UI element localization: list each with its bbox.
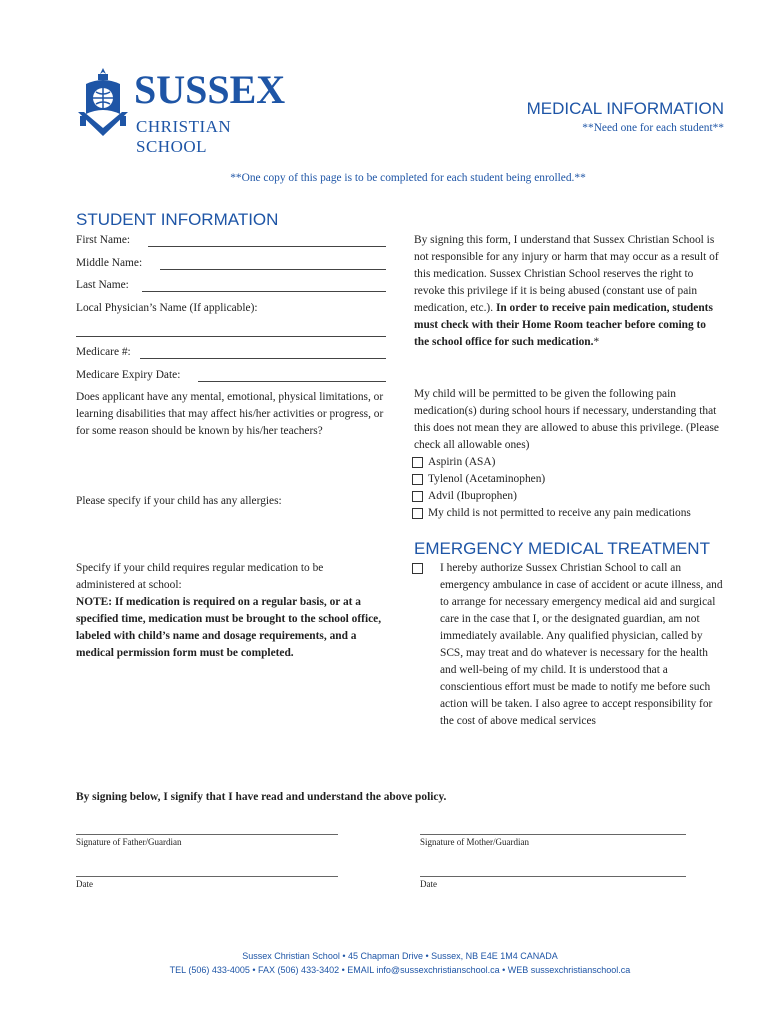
- disabilities-question: Does applicant have any mental, emotional, physical limitations, or learning disabilities that may affect his/her activities or progress, or for some reason should be known by his/her teachers?: [76, 391, 384, 437]
- middle-name-label: Middle Name:: [76, 257, 143, 269]
- footer-address: Sussex Christian School • 45 Chapman Drive • Sussex, NB E4E 1M4 CANADA: [242, 951, 558, 961]
- page-subtitle: **Need one for each student**: [582, 122, 724, 134]
- emergency-consent-checkbox[interactable]: [412, 563, 423, 574]
- logo-emblem-icon: [76, 66, 130, 144]
- option-none[interactable]: [412, 505, 691, 522]
- logo-name: SUSSEX: [134, 67, 286, 112]
- father-signature-line[interactable]: [76, 834, 338, 835]
- medication-note: NOTE: If medication is required on a regular basis, or at a specified time, medication must be brought to the school office, labeled with child’s name and dosage requirements, and a medical permission form must be completed.: [76, 596, 382, 659]
- date2-line[interactable]: [420, 876, 686, 877]
- last-name-field[interactable]: [142, 291, 386, 292]
- first-name-label: First Name:: [76, 234, 131, 246]
- intro-note: **One copy of this page is to be completed for each student being enrolled.**: [230, 172, 586, 184]
- allergies-question: Please specify if your child has any allergies:: [76, 495, 282, 507]
- advil-label: Advil (Ibuprophen): [428, 490, 517, 502]
- physician-field[interactable]: [76, 336, 386, 337]
- middle-name-field[interactable]: [160, 269, 386, 270]
- date1-line[interactable]: [76, 876, 338, 877]
- no-medication-checkbox[interactable]: [412, 508, 423, 519]
- medicare-expiry-field[interactable]: [198, 381, 386, 382]
- option-advil[interactable]: [412, 488, 691, 505]
- tylenol-checkbox[interactable]: [412, 474, 423, 485]
- liability-paragraph: [414, 232, 724, 351]
- medication-options: [412, 454, 691, 522]
- page-title: MEDICAL INFORMATION: [526, 99, 724, 118]
- student-info-heading: STUDENT INFORMATION: [76, 210, 279, 229]
- option-aspirin[interactable]: [412, 454, 691, 471]
- footer-contact: TEL (506) 433-4005 • FAX (506) 433-3402 • EMAIL info@sussexchristianschool.ca • WEB sussexchristianschool.ca: [169, 965, 631, 975]
- date1-label: Date: [76, 879, 93, 889]
- permission-paragraph: My child will be permitted to be given the following pain medication(s) during school hours if necessary, understanding that this does not mean they are allowed to abuse this privilege. (Please check all allowable ones): [414, 388, 719, 451]
- medicare-expiry-label: Medicare Expiry Date:: [76, 369, 181, 381]
- first-name-field[interactable]: [148, 246, 386, 247]
- medication-question: Specify if your child requires regular medication to be administered at school:: [76, 562, 324, 591]
- logo-subname: CHRISTIAN SCHOOL: [136, 117, 232, 156]
- mother-signature-line[interactable]: [420, 834, 686, 835]
- emergency-heading: EMERGENCY MEDICAL TREATMENT: [414, 539, 710, 558]
- date2-label: Date: [420, 879, 437, 889]
- liability-end: *: [593, 336, 600, 348]
- physician-label: Local Physician’s Name (If applicable):: [76, 302, 258, 314]
- medicare-label: Medicare #:: [76, 346, 131, 358]
- advil-checkbox[interactable]: [412, 491, 423, 502]
- school-logo: [76, 66, 306, 156]
- aspirin-label: Aspirin (ASA): [428, 456, 496, 468]
- last-name-label: Last Name:: [76, 279, 129, 291]
- father-signature-label: Signature of Father/Guardian: [76, 837, 182, 847]
- aspirin-checkbox[interactable]: [412, 457, 423, 468]
- liability-text: By signing this form, I understand that Sussex Christian School is not responsible for any injury or harm that may occur as a result of this medication. Sussex Christian School reserves the right to revoke this privilege if it is being abused (constant use of pain medication, etc.).: [414, 234, 719, 314]
- tylenol-label: Tylenol (Acetaminophen): [428, 473, 546, 485]
- mother-signature-label: Signature of Mother/Guardian: [420, 837, 529, 847]
- no-medication-label: My child is not permitted to receive any pain medications: [428, 507, 691, 519]
- medicare-field[interactable]: [140, 358, 386, 359]
- option-tylenol[interactable]: [412, 471, 691, 488]
- emergency-paragraph: I hereby authorize Sussex Christian School to call an emergency ambulance in case of accident or acute illness, and to arrange for necessary emergency medical aid and surgical care in the case that I, or the designated guardian, am not immediately available. Any qualified physician, called by SCS, may treat and do whatever is necessary for the health and well-being of my child. It is understood that a conscientious effort must be made to notify me before such action will be taken. I also agree to accept responsibility for the cost of above medical services: [440, 562, 723, 727]
- signature-statement: By signing below, I signify that I have read and understand the above policy.: [76, 791, 447, 803]
- liability-bold-text: In order to receive pain medication, students must check with their Home Room teacher before coming to the school office for such medication.: [414, 302, 713, 348]
